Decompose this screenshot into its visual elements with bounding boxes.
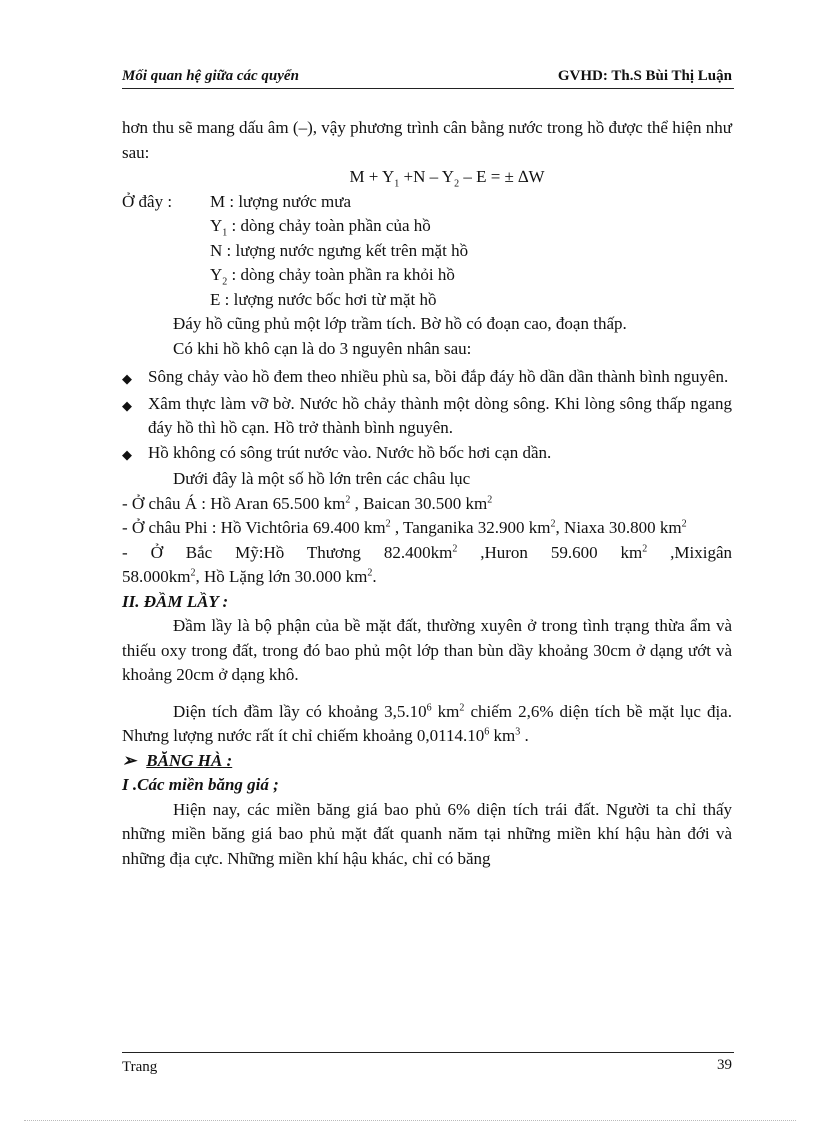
page-header — [122, 66, 734, 89]
def-y1: $Y_1$ : dòng chảy toàn phần của hồ — [210, 216, 431, 239]
lakes-north-america-cont: $58.000km^2$, Hồ Lặng lớn 30.000 $km^2$. — [122, 567, 377, 586]
page-number: 39 — [717, 1057, 732, 1073]
diamond-bullet-icon: ◆ — [122, 371, 132, 386]
lake-bottom-paragraph: Đáy hồ cũng phủ một lớp trầm tích. Bờ hồ có đoạn cao, đoạn thấp. — [173, 314, 627, 333]
def-y2: $Y_2$ : dòng chảy toàn phần ra khỏi hồ — [210, 265, 455, 288]
lakes-africa: - Ở châu Phi : Hồ Vichtôria 69.400 $km^2$ , Tanganika 32.900 $km^2$, Niaxa 30.800 $km^2$ — [122, 518, 687, 537]
glacier-paragraph: Hiện nay, các miền băng giá bao phủ 6% diện tích trái đất. Người ta chỉ thấy những miền băng giá bao phủ mặt đất quanh năm tại những miền khí hậu hàn đới và những địa cực. Những miền khí hậu khác, chỉ có băng — [122, 799, 732, 868]
lakes-asia: - Ở châu Á : Hồ Aran 65.500 $km^2$ , Baican 30.500 $km^2$ — [122, 493, 493, 513]
formula-definitions — [122, 190, 732, 313]
causes-intro: Có khi hồ khô cạn là do 3 nguyên nhân sau: — [173, 338, 472, 358]
page-edge-divider — [24, 1120, 796, 1121]
lakes-intro: Dưới đây là một số hồ lớn trên các châu lục — [173, 469, 471, 488]
def-n: N : lượng nước ngưng kết trên mặt hồ — [210, 240, 469, 260]
footer-label: Trang — [122, 1059, 158, 1075]
section-title-marsh: II. ĐẦM LẦY : — [122, 591, 229, 611]
intro-paragraph: hơn thu sẽ mang dấu âm (–), vậy phương trình cân bằng nước trong hồ được thể hiện như sau: — [122, 118, 732, 162]
arrow-bullet-icon: ➢ — [122, 750, 137, 770]
bullet-item: ◆ Xâm thực làm vỡ bờ. Nước hồ chảy thành một dòng sông. Khi lòng sông thấp ngang đáy hồ thì hồ cạn. Hồ trở thành bình nguyên. — [122, 392, 732, 441]
definitions-label: Ở đây : — [122, 191, 173, 211]
diamond-bullet-icon: ◆ — [122, 446, 132, 462]
def-m: M : lượng nước mưa — [210, 191, 351, 211]
bullet-item: ◆ Hồ không có sông trút nước vào. Nước hồ bốc hơi cạn dần. — [122, 441, 732, 468]
header-title: Mối quan hệ giữa các quyển — [122, 68, 299, 84]
header-advisor: GVHD: Th.S Bùi Thị Luận — [557, 68, 732, 84]
marsh-paragraph: Đầm lầy là bộ phận của bề mặt đất, thường xuyên ở trong tình trạng thừa ẩm và thiếu oxy trong đất, trong đó bao phủ một lớp than bùn dầy khoảng 30cm ở dạng ướt và khoảng 20cm ở dạng khô. — [122, 616, 732, 684]
def-e: E : lượng nước bốc hơi từ mặt hồ — [210, 289, 437, 309]
marsh-area-paragraph: Diện tích đầm lầy có khoảng 3,5.10$^6$ $km^2$ chiếm 2,6% diện tích bề mặt lục địa. Nhưng lượng nước rất ít chỉ chiếm khoảng 0,0114.10$^6$ $km^3$ . — [122, 701, 732, 745]
section-title-glacier: ➢ BĂNG HÀ : — [122, 750, 233, 770]
subsection-title-ice: I .Các miền băng giá ; — [122, 775, 279, 794]
page-footer — [122, 1052, 734, 1075]
diamond-bullet-icon: ◆ — [122, 397, 132, 413]
water-balance-formula: $M + Y_1 +N - Y_2 - E$ = ± ∆W — [349, 167, 545, 190]
lakes-north-america: - Ở Bắc Mỹ:Hồ Thương $82.400km^2$ ,Huron 59.600 $km^2$ ,Mixigân — [122, 542, 732, 562]
page-content — [122, 116, 732, 871]
bullet-item: ◆ Sông chảy vào hồ đem theo nhiều phù sa, bồi đắp đáy hồ dần dần thành bình nguyên. — [122, 365, 732, 392]
